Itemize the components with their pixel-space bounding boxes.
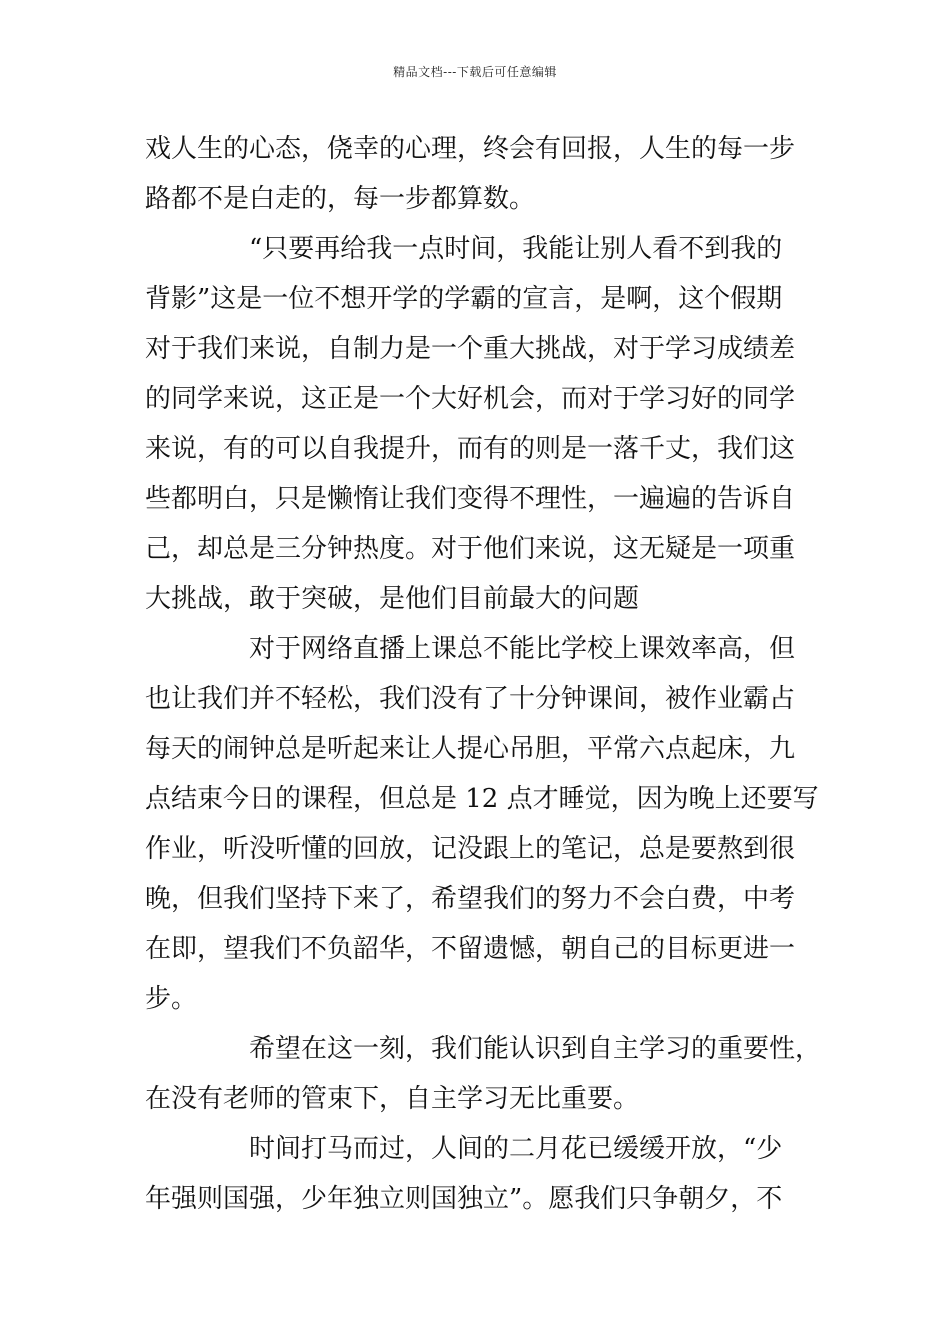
text-line: 作业，听没听懂的回放，记没跟上的笔记，总是要熬到很 [145, 834, 796, 864]
text-line: 对于我们来说，自制力是一个重大挑战，对于学习成绩差 [145, 334, 796, 364]
text-line: 时间打马而过，人间的二月花已缓缓开放，“少 [249, 1134, 783, 1164]
text-line: 希望在这一刻，我们能认识到自主学习的重要性， [249, 1034, 822, 1064]
text-line: 在即，望我们不负韶华，不留遗憾，朝自己的目标更进一 [145, 934, 796, 964]
text-line: 步。 [145, 984, 198, 1014]
text-line: 的同学来说，这正是一个大好机会，而对于学习好的同学 [145, 384, 796, 414]
text-line: 己，却总是三分钟热度。对于他们来说，这无疑是一项重 [145, 534, 796, 564]
text-line: 每天的闹钟总是听起来让人提心吊胆，平常六点起床，九 [145, 734, 796, 764]
text-line: 年强则国强，少年独立则国独立”。愿我们只争朝夕，不 [145, 1184, 783, 1214]
text-line: 点结束今日的课程，但总是 12 点才睡觉，因为晚上还要写 [145, 784, 819, 814]
page-header: 精品文档---下载后可任意编辑 [393, 65, 557, 79]
text-line: 来说，有的可以自我提升，而有的则是一落千丈，我们这 [145, 434, 796, 464]
body-text [145, 124, 822, 1224]
text-line: “只要再给我一点时间，我能让别人看不到我的 [249, 234, 783, 264]
text-line: 戏人生的心态，侥幸的心理，终会有回报，人生的每一步 [145, 134, 796, 164]
text-line: 在没有老师的管束下，自主学习无比重要。 [145, 1084, 640, 1114]
text-line: 晚，但我们坚持下来了，希望我们的努力不会白费，中考 [145, 884, 796, 914]
text-line: 背影”这是一位不想开学的学霸的宣言，是啊，这个假期 [145, 284, 783, 314]
text-line: 对于网络直播上课总不能比学校上课效率高，但 [249, 634, 796, 664]
text-line: 大挑战，敢于突破，是他们目前最大的问题 [145, 584, 640, 614]
text-line: 也让我们并不轻松，我们没有了十分钟课间，被作业霸占 [145, 684, 796, 714]
text-line: 路都不是白走的，每一步都算数。 [145, 184, 536, 214]
text-line: 些都明白，只是懒惰让我们变得不理性，一遍遍的告诉自 [145, 484, 796, 514]
